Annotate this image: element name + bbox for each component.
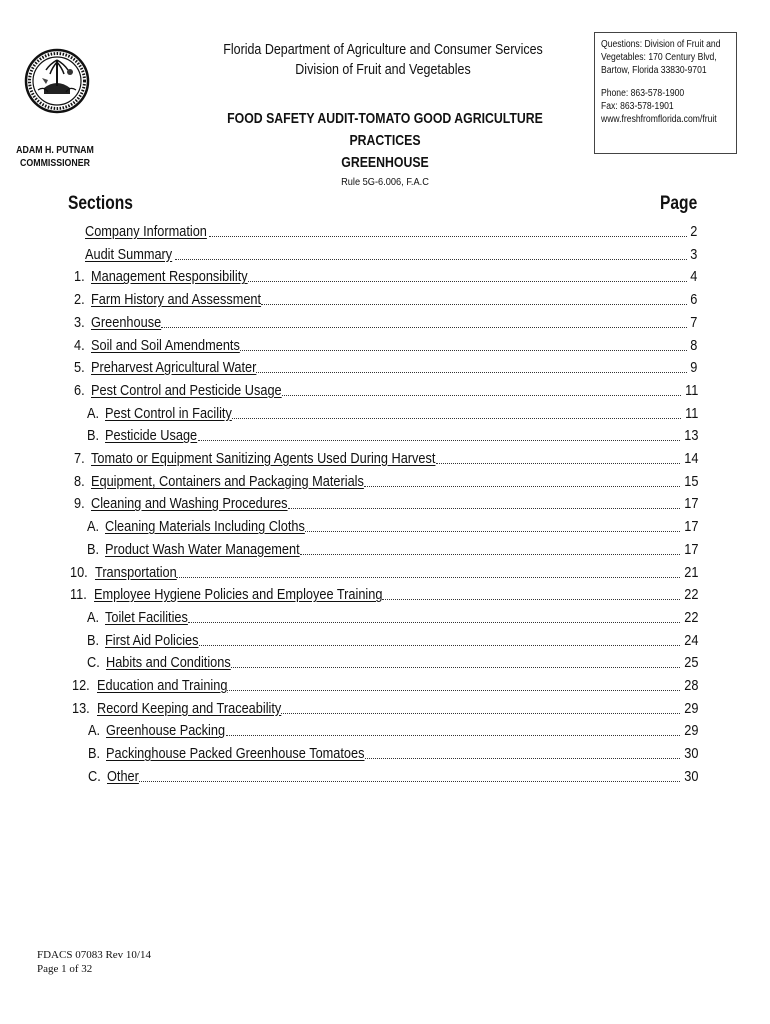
page-info: Page 1 of 32: [37, 963, 93, 975]
toc-link[interactable]: Greenhouse Packing: [106, 722, 226, 740]
toc-leader-dots: [365, 757, 680, 759]
toc-link[interactable]: Education and Training: [96, 677, 228, 694]
toc-row: [70, 560, 697, 582]
toc-leader-dots: [240, 349, 687, 351]
toc-leader-dots: [226, 734, 680, 736]
toc-row-number: 5.: [74, 359, 85, 377]
toc-leader-dots: [248, 280, 687, 282]
toc-row: [74, 378, 697, 400]
toc-leader-dots: [281, 712, 680, 714]
toc-page-number: 17: [684, 540, 699, 558]
toc-link[interactable]: First Aid Policies: [105, 631, 199, 649]
toc-leader-dots: [261, 303, 687, 305]
toc-row: [72, 673, 697, 695]
contact-fax: Fax: 863-578-1901: [601, 101, 674, 112]
florida-state-seal-icon: [24, 28, 90, 138]
toc-page-number: 30: [684, 767, 699, 785]
toc-page-number: 14: [684, 450, 699, 467]
toc-page-number: 15: [684, 472, 699, 490]
toc-page-number: 17: [684, 495, 699, 513]
toc-leader-dots: [436, 462, 680, 464]
contact-line-2: Vegetables: 170 Century Blvd,: [601, 52, 717, 63]
toc-leader-dots: [300, 553, 680, 555]
toc-page-number: 22: [684, 608, 699, 626]
document-title: [209, 108, 562, 174]
toc-page-number: 8: [690, 336, 698, 354]
toc-row: [88, 718, 697, 740]
contact-box: [594, 32, 737, 154]
toc-link[interactable]: Toilet Facilities: [105, 608, 189, 626]
toc-row-number: 4.: [74, 336, 85, 354]
toc-row-number: 9.: [74, 495, 85, 513]
contact-line-1: Questions: Division of Fruit and: [601, 39, 721, 50]
toc-link[interactable]: Greenhouse: [90, 313, 161, 331]
commissioner-title: COMMISSIONER: [20, 158, 90, 169]
toc-row-number: A.: [88, 722, 101, 740]
toc-link[interactable]: Other: [107, 767, 139, 785]
toc-page-number: 11: [685, 381, 699, 399]
toc-page-number: 13: [684, 427, 699, 445]
toc-row-number: B.: [87, 427, 100, 445]
toc-row-number: A.: [87, 608, 100, 626]
toc-leader-dots: [161, 326, 687, 328]
toc-row: [70, 582, 697, 604]
toc-row-number: 10.: [70, 563, 88, 581]
toc-page-number: 21: [684, 563, 699, 581]
toc-link[interactable]: Preharvest Agricultural Water: [90, 359, 256, 377]
sections-heading: Sections: [68, 193, 133, 214]
toc-link[interactable]: Equipment, Containers and Packaging Materials: [90, 472, 364, 490]
toc-row-number: 8.: [74, 472, 85, 490]
toc-row-number: B.: [88, 745, 101, 763]
toc-leader-dots: [175, 258, 687, 260]
toc-row-number: C.: [88, 767, 101, 785]
toc-row-number: A.: [87, 518, 100, 536]
toc-row-number: 11.: [70, 586, 87, 604]
toc-row: [74, 469, 697, 491]
toc-row: [87, 537, 697, 559]
toc-leader-dots: [282, 394, 681, 396]
toc-link[interactable]: Audit Summary: [85, 245, 173, 263]
toc-leader-dots: [209, 235, 687, 237]
toc-link[interactable]: Record Keeping and Traceability: [96, 699, 282, 717]
commissioner-block: [15, 144, 94, 170]
toc-link[interactable]: Pesticide Usage: [105, 427, 198, 445]
toc-row-number: B.: [87, 631, 100, 649]
toc-page-number: 25: [684, 654, 699, 672]
toc-leader-dots: [227, 689, 680, 691]
toc-row: [85, 219, 697, 241]
toc-link[interactable]: Pest Control and Pesticide Usage: [90, 381, 282, 399]
page-heading: Page: [660, 193, 698, 214]
toc-page-number: 28: [684, 677, 699, 694]
page-footer: [37, 948, 151, 976]
contact-web: www.freshfromflorida.com/fruit: [601, 114, 717, 125]
toc-row: [74, 310, 697, 332]
toc-leader-dots: [305, 530, 680, 532]
toc-link[interactable]: Transportation: [94, 563, 177, 581]
toc-link[interactable]: Cleaning and Washing Procedures: [90, 495, 288, 513]
toc-row: [72, 696, 697, 718]
toc-row-number: 3.: [74, 313, 85, 331]
toc-leader-dots: [198, 439, 680, 441]
toc-leader-dots: [176, 576, 680, 578]
toc-leader-dots: [199, 644, 680, 646]
toc-row-number: 6.: [74, 381, 85, 399]
toc-row: [88, 741, 697, 763]
toc-link[interactable]: Tomato or Equipment Sanitizing Agents Used During Harvest: [90, 450, 435, 467]
toc-page-number: 17: [684, 518, 699, 536]
toc-row: [87, 401, 697, 423]
toc-link[interactable]: Habits and Conditions: [106, 654, 231, 672]
toc-leader-dots: [288, 507, 680, 509]
toc-link[interactable]: Packinghouse Packed Greenhouse Tomatoes: [106, 745, 365, 763]
toc-leader-dots: [256, 371, 687, 373]
toc-leader-dots: [364, 485, 680, 487]
contact-phone: Phone: 863-578-1900: [601, 88, 685, 99]
toc-page-number: 2: [690, 223, 698, 240]
toc-row-number: 1.: [74, 268, 85, 286]
toc-row: [74, 333, 697, 355]
division-name: Division of Fruit and Vegetables: [295, 62, 471, 78]
toc-page-number: 11: [685, 404, 699, 422]
toc-row-number: 7.: [74, 450, 85, 467]
toc-row: [85, 242, 697, 264]
toc-page-number: 29: [684, 699, 699, 717]
toc-link[interactable]: Soil and Soil Amendments: [90, 336, 240, 354]
toc-link[interactable]: Farm History and Assessment: [90, 291, 261, 309]
toc-page-number: 9: [690, 359, 698, 377]
form-id: FDACS 07083 Rev 10/14: [37, 949, 151, 961]
toc-page-number: 6: [690, 291, 698, 309]
toc-page-number: 30: [684, 745, 699, 763]
toc-row: [87, 650, 697, 672]
toc-link[interactable]: Product Wash Water Management: [105, 540, 300, 558]
toc-page-number: 24: [684, 631, 699, 649]
toc-row: [87, 514, 697, 536]
toc-row: [74, 491, 697, 513]
toc-page-number: 29: [684, 722, 699, 740]
toc-link[interactable]: Pest Control in Facility: [105, 404, 233, 422]
toc-row: [74, 446, 697, 468]
toc-leader-dots: [231, 666, 680, 668]
toc-page-number: 22: [684, 586, 699, 604]
toc-row-number: C.: [87, 654, 100, 672]
contact-line-3: Bartow, Florida 33830-9701: [601, 65, 707, 76]
toc-row-number: 12.: [72, 677, 90, 694]
title-line-2: GREENHOUSE: [341, 154, 429, 171]
toc-row: [87, 423, 697, 445]
toc-row: [74, 287, 697, 309]
toc-link[interactable]: Employee Hygiene Policies and Employee Training: [93, 586, 383, 604]
toc-link[interactable]: Company Information: [85, 223, 207, 240]
toc-row: [74, 355, 697, 377]
toc-link[interactable]: Management Responsibility: [90, 268, 248, 286]
toc-page-number: 4: [690, 268, 698, 286]
commissioner-name: ADAM H. PUTNAM: [16, 145, 94, 156]
toc-row: [87, 605, 697, 627]
toc-row: [88, 764, 697, 786]
toc-leader-dots: [139, 780, 680, 782]
title-line-1: FOOD SAFETY AUDIT-TOMATO GOOD AGRICULTURE PRACTICES: [227, 110, 543, 149]
toc-page-number: 3: [690, 245, 698, 263]
toc-row-number: 2.: [74, 291, 85, 309]
toc-link[interactable]: Cleaning Materials Including Cloths: [105, 518, 306, 536]
toc-row-number: 13.: [72, 699, 90, 717]
toc-leader-dots: [232, 417, 681, 419]
toc-leader-dots: [188, 621, 680, 623]
rule-reference: Rule 5G-6.006, F.A.C: [341, 176, 429, 188]
toc-page-number: 7: [690, 313, 698, 331]
toc-leader-dots: [382, 598, 680, 600]
toc-row-number: B.: [87, 540, 100, 558]
toc-row-number: A.: [87, 404, 100, 422]
agency-header: [215, 40, 550, 80]
toc-row: [87, 628, 697, 650]
toc-row: [74, 264, 697, 286]
department-name: Florida Department of Agriculture and Consumer Services: [223, 42, 543, 58]
